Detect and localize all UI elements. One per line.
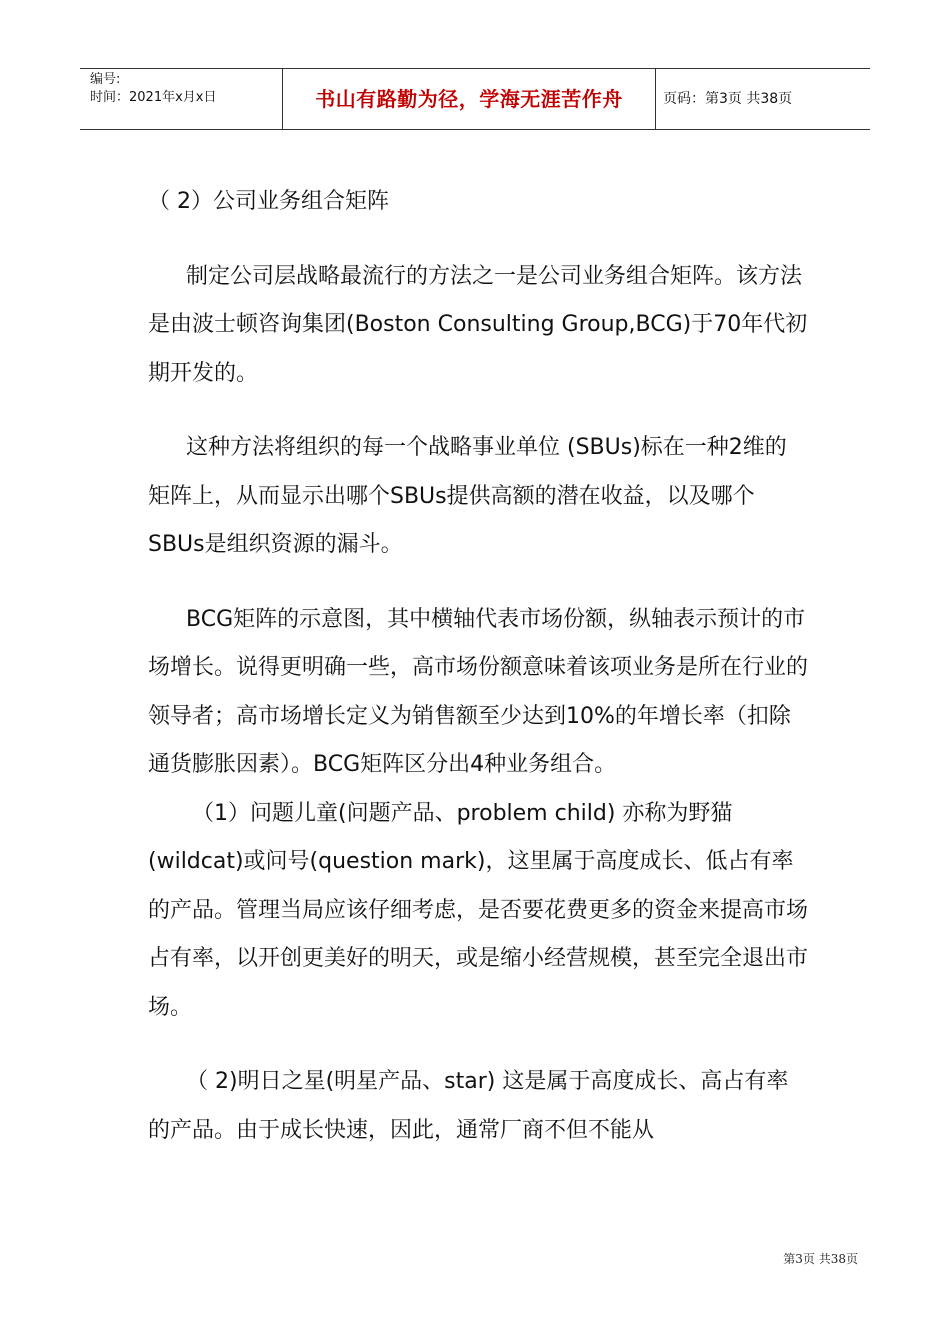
page-header	[80, 68, 870, 130]
document-date: 时间：2021年x月x日	[90, 90, 217, 105]
section-title: （ 2）公司业务组合矩阵	[148, 189, 389, 214]
document-body	[148, 178, 808, 1155]
paragraph-star: （ 2)明日之星(明星产品、star) 这是属于高度成长、高占有率的产品。由于成长快速，因此，通常厂商不但不能从	[148, 1069, 789, 1143]
paragraph-bcg-matrix: BCG矩阵的示意图，其中横轴代表市场份额，纵轴表示预计的市场增长。说得更明确一些，高市场份额意味着该项业务是所在行业的领导者；高市场增长定义为销售额至少达到10%的年增长率（扣除通货膨胀因素）。BCG矩阵区分出4种业务组合。	[148, 606, 809, 777]
header-page-info: 页码：第3页 共38页	[663, 91, 793, 107]
paragraph-sbu: 这种方法将组织的每一个战略事业单位 (SBUs)标在一种2维的矩阵上，从而显示出哪个SBUs提供高额的潜在收益，以及哪个SBUs是组织资源的漏斗。	[148, 435, 787, 557]
paragraph-intro: 制定公司层战略最流行的方法之一是公司业务组合矩阵。该方法是由波士顿咨询集团(Boston Consulting Group,BCG)于70年代初期开发的。	[148, 263, 808, 386]
header-meta	[90, 71, 216, 107]
page-footer: 第3页 共38页	[783, 1252, 858, 1266]
header-divider	[655, 69, 656, 129]
document-code-label: 编号:	[90, 72, 121, 87]
header-motto: 书山有路勤为径，学海无涯苦作舟	[315, 87, 623, 111]
paragraph-problem-child: （1）问题儿童(问题产品、problem child) 亦称为野猫(wildcat)或问号(question mark)，这里属于高度成长、低占有率的产品。管理当局应该仔细考虑，是否要花费更多的资金来提高市场占有率，以开创更美好的明天，或是缩小经营规模，甚至完全退出市场。	[148, 800, 809, 1020]
